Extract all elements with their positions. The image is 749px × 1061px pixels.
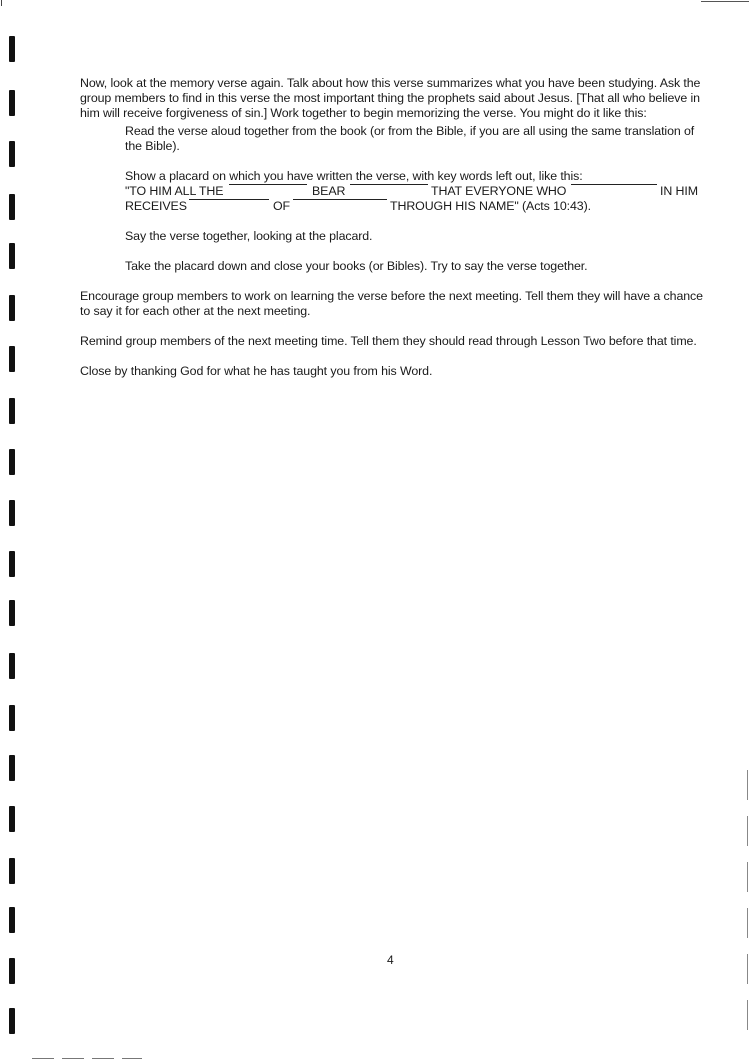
edge-mark [1,0,2,6]
say-verse-instruction: Say the verse together, looking at the placard. [125,229,373,243]
binding-hole [9,500,15,526]
binding-hole [9,398,15,424]
scan-edge-line [747,770,748,1040]
binding-hole [9,958,15,984]
binding-hole [9,755,15,781]
binding-hole [9,551,15,577]
binding-hole [9,346,15,372]
binding-hole [9,858,15,884]
verse-blank [571,184,657,185]
binding-hole [9,449,15,475]
binding-hole [9,194,15,220]
verse-text: THROUGH HIS NAME" (Acts 10:43). [390,199,591,213]
verse-text: BEAR [312,184,346,198]
binding-hole [9,36,15,62]
document-body [80,76,710,379]
placard-instruction: Show a placard on which you have written the verse, with key words left out, like this: [125,169,583,183]
binding-hole [9,1008,15,1034]
verse-line-2 [125,199,710,214]
binding-hole [9,653,15,679]
verse-text: OF [273,199,291,213]
binding-hole [9,295,15,321]
binding-hole [9,907,15,933]
verse-blank [350,184,428,185]
verse-text: IN HIM [660,184,698,198]
page-number: 4 [387,953,394,967]
closing-paragraph: Close by thanking God for what he has taught you from his Word. [80,364,433,378]
verse-text: "TO HIM ALL THE [125,184,224,198]
binding-hole [9,243,15,269]
binding-hole [9,705,15,731]
binding-hole [9,600,15,626]
verse-blank [189,199,269,200]
placard-down-instruction: Take the placard down and close your books (or Bibles). Try to say the verse together. [125,259,588,273]
scan-edge-line [701,1,749,2]
verse-text: RECEIVES [125,199,187,213]
binding-hole [9,141,15,167]
verse-text: THAT EVERYONE WHO [431,184,567,198]
verse-blank [293,199,387,200]
scan-edge-line [32,1058,142,1059]
binding-hole [9,806,15,832]
intro-paragraph: Now, look at the memory verse again. Talk about how this verse summarizes what you have been studying. Ask the group members to find in this verse the most important thing the prophets said about Jesus. [That all who believe in him will receive forgiveness of sin.] Work together to begin memorizing the verse. You might do it like this: [80,76,701,120]
remind-paragraph: Remind group members of the next meeting time. Tell them they should read through Lesson Two before that time. [80,334,697,348]
verse-blank [229,184,307,185]
read-aloud-instruction: Read the verse aloud together from the book (or from the Bible, if you are all using the same translation of the Bible). [125,124,695,153]
binding-hole [9,90,15,116]
verse-line-1 [125,184,710,199]
encourage-paragraph: Encourage group members to work on learning the verse before the next meeting. Tell them they will have a chance to say it for each other at the next meeting. [80,289,703,318]
